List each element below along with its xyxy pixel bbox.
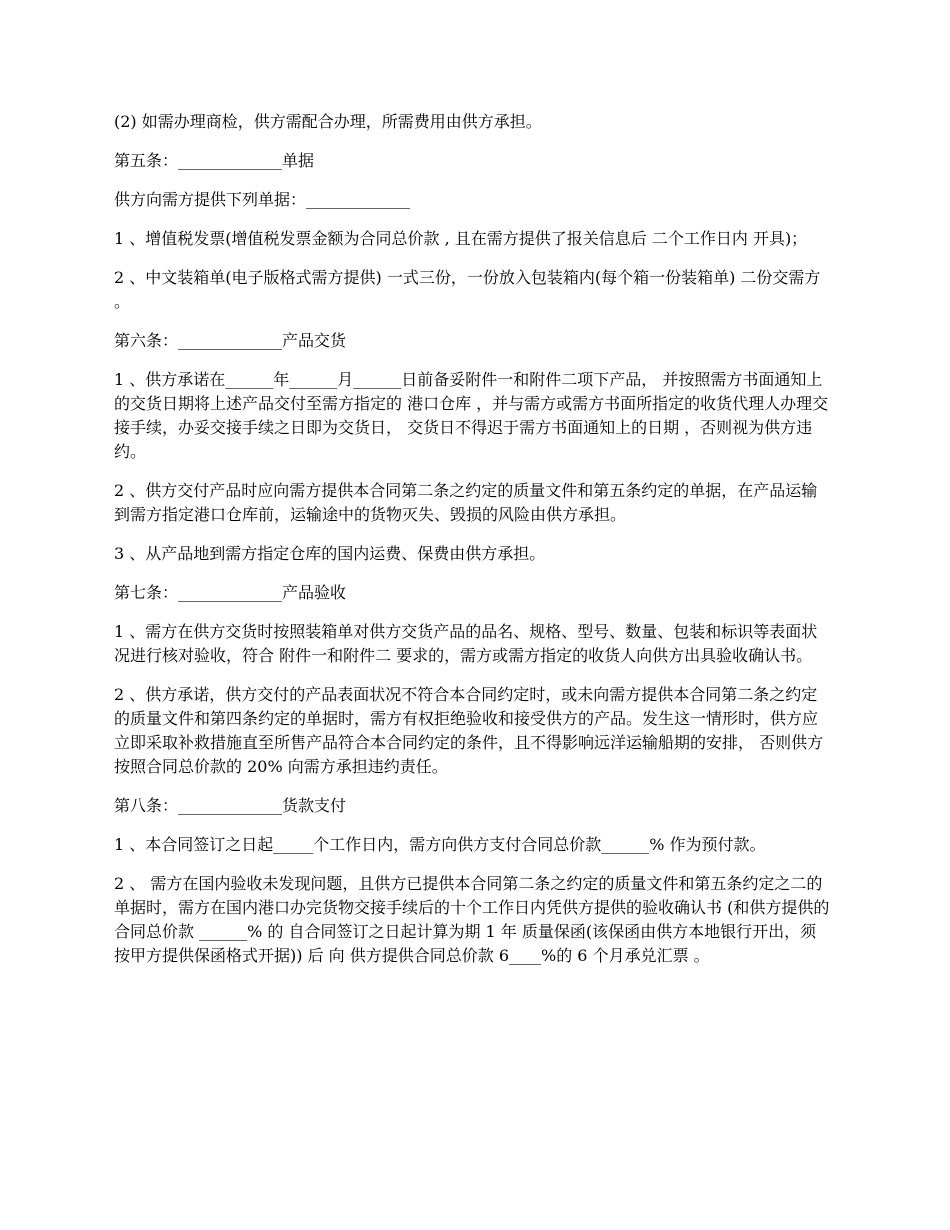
paragraph-domestic-freight: 3 、从产品地到需方指定仓库的国内运费、保费由供方承担。 <box>114 544 546 563</box>
paragraph-final-payment: 2 、 需方在国内验收未发现问题，且供方已提供本合同第二条之约定的质量文件和第五条约定之二的单据时，需方在国内港口办完货物交接手续后的十个工作日内凭供方提供的验收确认书 (和供方提供的合同总价款 ______% 的 自合同签订之日起计算为期 1 年 质量保函(该保函由供方本地银行开出，须按甲方提供保函格式开据)) 后 向 供方提供合同总价款 6____%的 6 个月承兑汇票 。 <box>114 874 830 965</box>
paragraph-vat-invoice: 1 、增值税发票(增值税发票金额为合同总价款 , 且在需方提供了报关信息后 二个工作日内 开具)； <box>114 229 808 248</box>
heading-article-6: 第六条：_____________产品交货 <box>114 331 347 350</box>
paragraph-delivery-risk: 2 、供方交付产品时应向需方提供本合同第二条之约定的质量文件和第五条约定的单据，在产品运输到需方指定港口仓库前，运输途中的货物灭失、毁损的风险由供方承担。 <box>114 481 818 524</box>
paragraph-inspection-breach: 2 、供方承诺，供方交付的产品表面状况不符合本合同约定时，或未向需方提供本合同第二条之约定的质量文件和第四条约定的单据时，需方有权拒绝验收和接受供方的产品。发生这一情形时，供方应立即采取补救措施直至所售产品符合本合同约定的条件，且不得影响远洋运输船期的安排， 否则供方按照合同总价款的 20% 向需方承担违约责任。 <box>114 685 824 776</box>
paragraph-documents-intro: 供方向需方提供下列单据：_____________ <box>114 190 411 209</box>
heading-article-8: 第八条：_____________货款支付 <box>114 796 347 815</box>
paragraph-inspection-check: 1 、需方在供方交货时按照装箱单对供方交货产品的品名、规格、型号、数量、包装和标识等表面状况进行核对验收，符合 附件一和附件二 要求的，需方或需方指定的收货人向供方出具验收确认书。 <box>114 622 818 665</box>
paragraph-advance-payment: 1 、本合同签订之日起_____个工作日内，需方向供方支付合同总价款______% 作为预付款。 <box>114 835 766 854</box>
document-body <box>114 110 832 983</box>
heading-article-7: 第七条：_____________产品验收 <box>114 583 347 602</box>
paragraph-packing-list: 2 、中文装箱单(电子版格式需方提供) 一式三份，一份放入包装箱内(每个箱一份装箱单) 二份交需方 。 <box>114 268 826 311</box>
paragraph-delivery-commitment: 1 、供方承诺在______年______月______日前备妥附件一和附件二项下产品， 并按照需方书面通知上的交货日期将上述产品交付至需方指定的 港口仓库 ，并与需方或需方书面所指定的收货代理人办理交接手续，办妥交接手续之日即为交货日， 交货日不得迟于需方书面通知上的日期 ，否则视为供方违约。 <box>114 370 829 461</box>
heading-article-5: 第五条：_____________单据 <box>114 151 315 170</box>
paragraph-inspection-fees: (2) 如需办理商检，供方需配合办理，所需费用由供方承担。 <box>114 112 542 131</box>
